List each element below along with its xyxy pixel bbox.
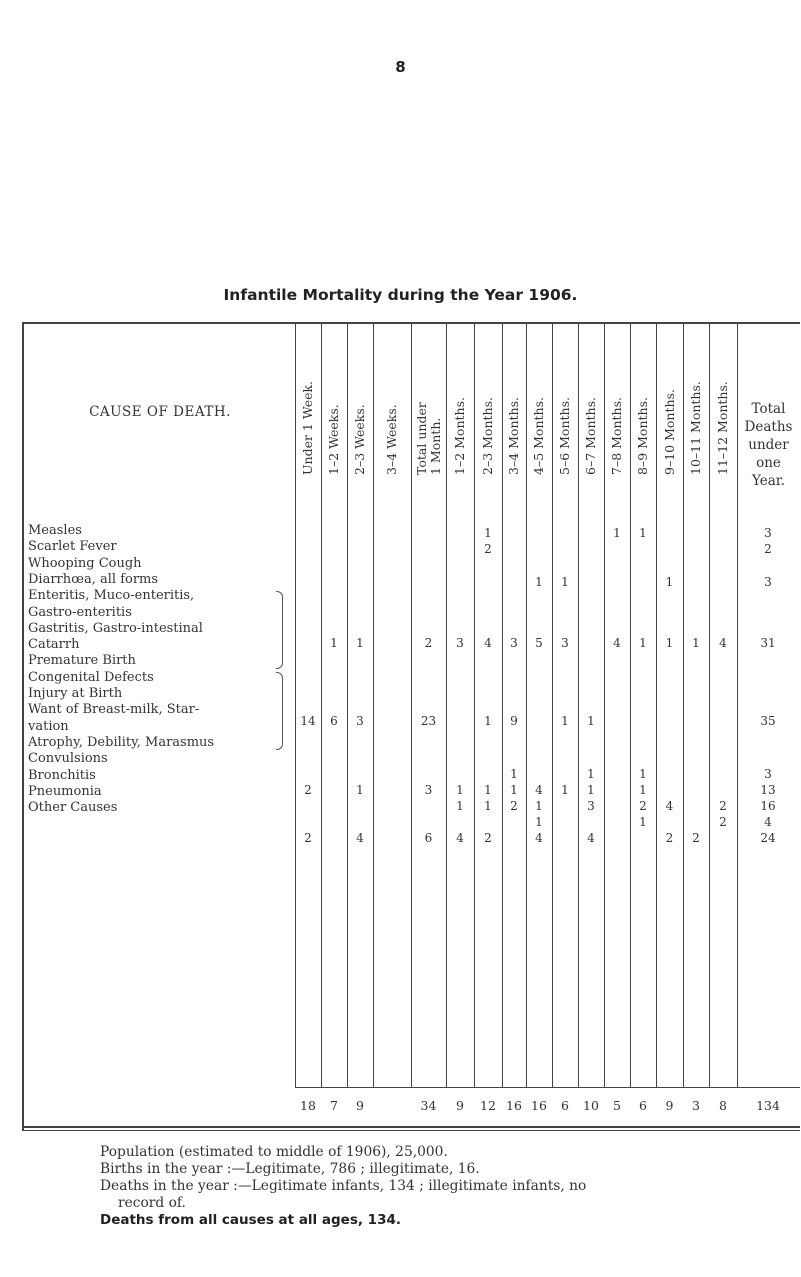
cause-label-7: Catarrh [28,637,80,653]
column-rule-1 [321,324,322,1087]
age-column-header-4: 1 Month. [427,417,443,475]
data-cell-6-4: 3 [424,783,433,797]
note-deaths-cont: record of. [118,1195,186,1211]
data-cell-9-2: 4 [356,831,364,845]
column-rule-0 [295,324,296,1087]
cause-label-0: Measles [28,523,82,538]
data-cell-4-0: 14 [300,714,316,728]
page-number: 8 [395,58,406,76]
age-column-header-15: 11–12 Months. [715,381,730,475]
column-rule-10 [578,324,579,1087]
data-cell-6-9: 1 [561,783,569,797]
cause-label-6: Gastritis, Gastro-intestinal [28,620,203,636]
data-cell-6-2: 1 [356,783,364,797]
data-cell-9-14: 2 [692,831,700,845]
group-brace-premature [276,672,283,750]
column-rule-12 [630,324,631,1087]
data-cell-6-10: 1 [587,783,595,797]
data-cell-5-10: 1 [587,767,595,781]
cause-label-5: Gastro-enteritis [28,604,132,620]
age-column-header-13: 9–10 Months. [661,389,677,475]
data-cell-7-13: 4 [665,799,674,813]
data-cell-7-5: 1 [456,799,464,813]
table-bottom-rule [22,1126,800,1128]
data-cell-6-5: 1 [456,783,464,797]
data-cell-2-9: 1 [561,575,569,589]
column-total-6: 12 [480,1098,496,1113]
data-cell-4-2: 3 [356,714,364,728]
age-column-header-4: Total under [413,402,429,475]
cause-header: CAUSE OF DEATH. [89,404,231,420]
data-cell-3-7: 3 [510,636,518,650]
note-all-ages: Deaths from all causes at all ages, 134. [100,1212,401,1228]
column-total-10: 10 [583,1098,599,1113]
total-header: Total Deaths under one Year. [744,401,793,489]
data-cell-5-12: 1 [639,767,647,781]
cause-label-3: Diarrhœa, all forms [28,571,159,587]
age-column-header-6: 2–3 Months. [480,397,495,475]
total-cell-9: 24 [760,831,776,845]
data-cell-1-6: 2 [484,542,492,556]
totals-rule [295,1087,800,1088]
cause-label-16: Pneumonia [28,783,102,799]
age-column-header-9: 5–6 Months. [557,397,572,475]
data-cell-3-14: 1 [692,636,700,650]
data-cell-4-6: 1 [484,714,492,728]
column-total-12: 6 [639,1098,647,1113]
column-total-8: 16 [531,1098,547,1113]
column-total-0: 18 [300,1098,316,1113]
cause-label-11: Want of Breast-milk, Star- [28,702,200,718]
column-rule-5 [446,324,447,1087]
data-cell-3-11: 4 [613,636,621,650]
table-left-rule [22,322,24,1130]
data-cell-2-13: 1 [665,575,674,589]
data-cell-9-13: 2 [665,831,674,845]
age-column-header-8: 4–5 Months. [531,397,546,475]
cause-label-17: Other Causes [28,800,118,816]
data-cell-8-15: 2 [719,815,727,829]
grand-total: 134 [756,1098,780,1113]
data-cell-3-1: 1 [330,636,338,650]
data-cell-0-6: 1 [484,526,492,540]
column-rule-7 [502,324,503,1087]
total-cell-7: 16 [760,799,776,813]
data-cell-3-6: 4 [484,636,492,650]
data-cell-5-7: 1 [510,767,518,781]
data-cell-6-12: 1 [639,783,647,797]
data-cell-0-12: 1 [639,526,647,540]
total-cell-6: 13 [760,783,776,797]
note-population: Population (estimated to middle of 1906), 25,000. [100,1144,448,1160]
table-bottom-rule-2 [22,1130,800,1131]
data-cell-4-1: 6 [330,714,338,728]
data-cell-7-10: 3 [587,799,595,813]
data-cell-7-12: 2 [639,799,647,813]
age-column-header-11: 7–8 Months. [609,397,624,475]
column-rule-4 [411,324,412,1087]
age-column-header-5: 1–2 Months. [452,397,467,475]
data-cell-6-8: 4 [535,783,543,797]
age-column-header-3: 3–4 Weeks. [384,404,399,475]
age-column-header-1: 1–2 Weeks. [326,404,341,475]
total-cell-2: 3 [764,575,772,589]
data-cell-9-5: 4 [456,831,464,845]
data-cell-2-8: 1 [535,575,543,589]
note-deaths: Deaths in the year :—Legitimate infants, 134 ; illegitimate infants, no [100,1178,587,1194]
data-cell-4-9: 1 [561,714,569,728]
data-cell-3-4: 2 [424,636,433,650]
column-total-14: 3 [692,1098,700,1113]
cause-label-2: Whooping Cough [28,555,142,571]
column-rule-15 [709,324,710,1087]
column-total-9: 6 [561,1098,569,1113]
cause-label-1: Scarlet Fever [28,539,117,555]
column-rule-13 [656,324,657,1087]
column-rule-14 [683,324,684,1087]
column-rule-11 [604,324,605,1087]
note-births: Births in the year :—Legitimate, 786 ; illegitimate, 16. [100,1161,480,1177]
total-cell-8: 4 [764,815,772,829]
data-cell-8-8: 1 [535,815,543,829]
data-cell-9-4: 6 [424,831,433,845]
group-brace-enteritis [276,591,283,669]
data-cell-3-12: 1 [639,636,647,650]
column-rule-8 [526,324,527,1087]
column-rule-6 [474,324,475,1087]
data-cell-3-8: 5 [535,636,543,650]
data-cell-3-9: 3 [561,636,569,650]
data-cell-9-10: 4 [587,831,595,845]
data-cell-6-0: 2 [304,783,312,797]
cause-label-14: Convulsions [28,751,108,767]
cause-label-12: vation [28,718,69,734]
age-column-header-2: 2–3 Weeks. [352,404,367,475]
data-cell-0-11: 1 [613,526,621,540]
column-rule-9 [552,324,553,1087]
table-title: Infantile Mortality during the Year 1906. [223,286,578,304]
age-column-header-12: 8–9 Months. [635,397,650,475]
column-rule-2 [347,324,348,1087]
cause-label-10: Injury at Birth [28,686,123,701]
data-cell-4-7: 9 [510,714,518,728]
column-rule-16 [737,324,738,1087]
total-cell-5: 3 [764,767,772,781]
data-cell-3-5: 3 [456,636,464,650]
column-total-1: 7 [330,1098,338,1113]
age-column-header-7: 3–4 Months. [506,397,521,475]
total-cell-4: 35 [760,714,776,728]
data-cell-3-15: 4 [719,636,727,650]
data-cell-9-8: 4 [535,831,543,845]
data-cell-4-4: 23 [420,714,437,728]
data-cell-4-10: 1 [587,714,595,728]
total-cell-0: 3 [764,526,772,540]
cause-label-8: Premature Birth [28,653,136,669]
cause-label-9: Congenital Defects [28,669,154,685]
data-cell-9-6: 2 [484,831,492,845]
column-total-2: 9 [356,1098,364,1113]
data-cell-7-6: 1 [484,799,492,813]
age-column-header-14: 10–11 Months. [688,381,703,475]
data-cell-9-0: 2 [304,831,312,845]
column-total-7: 16 [506,1098,522,1113]
data-cell-6-7: 1 [510,783,518,797]
column-total-4: 34 [420,1098,437,1113]
column-total-13: 9 [665,1098,674,1113]
age-column-header-0: Under 1 Week. [300,380,315,475]
column-total-11: 5 [613,1098,621,1113]
data-cell-3-2: 1 [356,636,364,650]
total-cell-3: 31 [760,636,776,650]
cause-label-13: Atrophy, Debility, Marasmus [28,734,215,750]
column-rule-3 [373,324,374,1087]
data-cell-7-7: 2 [510,799,518,813]
data-cell-6-6: 1 [484,783,492,797]
data-cell-8-12: 1 [639,815,647,829]
data-cell-7-8: 1 [535,799,543,813]
cause-label-15: Bronchitis [28,767,96,783]
cause-label-4: Enteritis, Muco-enteritis, [28,588,195,604]
age-column-header-10: 6–7 Months. [583,397,598,475]
data-cell-7-15: 2 [719,799,727,813]
total-cell-1: 2 [764,542,772,556]
column-total-5: 9 [456,1098,464,1113]
data-cell-3-13: 1 [665,636,674,650]
column-total-15: 8 [719,1098,727,1113]
